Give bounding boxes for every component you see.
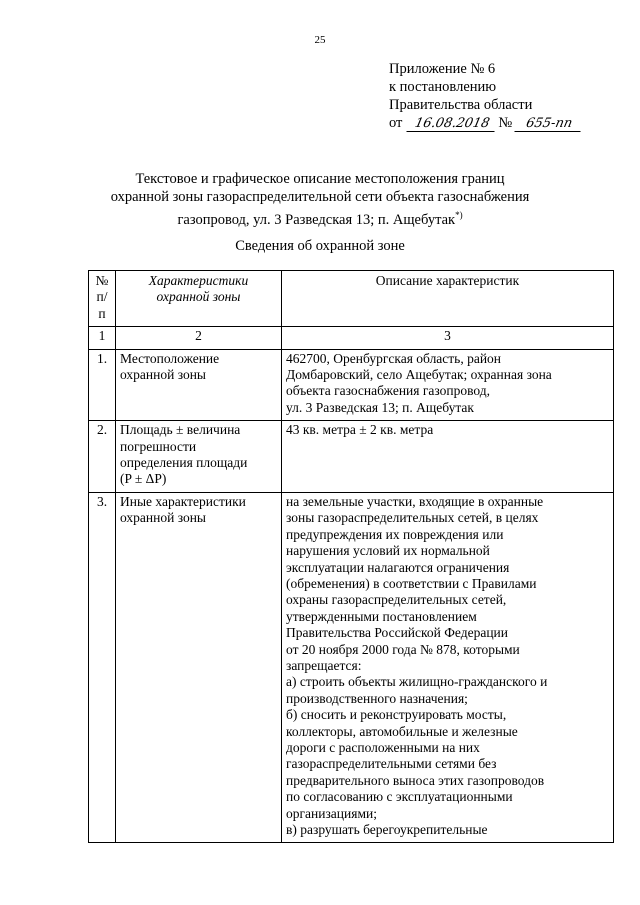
- header-num: [89, 271, 116, 327]
- row-2-characteristic: [116, 421, 282, 493]
- page-number: 25: [314, 34, 326, 46]
- document-title: [60, 170, 580, 229]
- row-3-desc-line: организациями;: [286, 805, 377, 821]
- row-2-char-line: определения площади: [120, 455, 248, 471]
- table-row-2: [89, 421, 614, 493]
- row-3-desc-line: предупреждения их повреждения или: [286, 526, 504, 542]
- row-3-desc-line: а) строить объекты жилищно-гражданского и: [286, 674, 548, 690]
- row-1-characteristic: [116, 349, 282, 421]
- row-3-desc-line: по согласованию с эксплуатационными: [286, 789, 513, 805]
- header-description: Описание характеристик: [282, 271, 614, 327]
- header-char-line-2: охранной зоны: [156, 289, 241, 305]
- row-1-char-line: охранной зоны: [120, 367, 207, 383]
- row-3-desc-line: дороги с расположенными на них: [286, 739, 480, 755]
- table-row-1: [89, 349, 614, 421]
- appendix-line-3: Правительства области: [389, 97, 533, 113]
- table-row-3: [89, 492, 614, 843]
- appendix-line-1: Приложение № 6: [389, 61, 496, 77]
- title-line-3-text: газопровод, ул. 3 Разведская 13; п. Ащебутак: [177, 212, 456, 228]
- row-3-characteristic: [116, 492, 282, 843]
- column-number-3: 3: [282, 327, 614, 349]
- row-3-char-line: Иные характеристики: [120, 493, 246, 509]
- row-3-num: 3.: [89, 492, 116, 843]
- handwritten-number: 655-пп: [515, 117, 584, 132]
- title-line-2: охранной зоны газораспределительной сети объекта газоснабжения: [110, 189, 530, 205]
- row-3-desc-line: в) разрушать берегоукрепительные: [286, 822, 488, 837]
- protection-zone-table: [88, 270, 614, 843]
- row-3-char-line: охранной зоны: [120, 510, 207, 526]
- row-3-desc-line: эксплуатации налагаются ограничения: [286, 559, 510, 575]
- row-3-desc-line: предварительного выноса этих газопроводов: [286, 772, 545, 788]
- row-3-desc-line: производственного назначения;: [286, 690, 468, 706]
- row-3-desc-line: запрещается:: [286, 657, 362, 673]
- row-3-desc-line: охраны газораспределительных сетей,: [286, 592, 507, 608]
- row-1-desc-line: ул. 3 Разведская 13; п. Ащебутак: [286, 399, 474, 415]
- row-2-desc-line: 43 кв. метра ± 2 кв. метра: [286, 422, 434, 438]
- handwritten-date: 16.08.2018: [407, 117, 498, 132]
- footnote-mark: *): [455, 210, 463, 220]
- row-1-char-line: Местоположение: [120, 350, 220, 366]
- row-3-desc-line: (обременения) в соответствии с Правилами: [286, 575, 537, 591]
- row-3-desc-line: зоны газораспределительных сетей, в целях: [286, 510, 539, 526]
- appendix-date-prefix: от: [389, 115, 403, 131]
- row-2-char-line: Площадь ± величина: [120, 422, 241, 438]
- header-char-line-1: Характеристики: [148, 273, 249, 288]
- row-3-desc-line: Правительства Российской Федерации: [286, 625, 508, 641]
- row-3-desc-line: нарушения условий их нормальной: [286, 543, 490, 559]
- column-number-1: 1: [89, 327, 116, 349]
- appendix-date-line: [389, 114, 582, 132]
- row-1-desc-line: объекта газоснабжения газопровод,: [286, 383, 490, 399]
- appendix-block: [389, 60, 582, 132]
- row-3-desc-line: б) сносить и реконструировать мосты,: [286, 707, 507, 723]
- row-3-desc-line: газораспределительными сетями без: [286, 756, 497, 772]
- row-2-char-line: погрешности: [120, 438, 197, 454]
- row-1-desc-line: 462700, Оренбургская область, район: [286, 350, 502, 366]
- title-line-3: [60, 206, 580, 229]
- row-2-char-line: (P ± ΔP): [120, 471, 167, 487]
- row-1-num: 1.: [89, 349, 116, 421]
- title-line-1: Текстовое и графическое описание местоположения границ: [135, 171, 505, 187]
- row-3-desc-line: коллекторы, автомобильные и железные: [286, 723, 518, 739]
- header-num-line-1: №: [95, 273, 109, 288]
- row-1-desc-line: Домбаровский, село Ащебутак; охранная зона: [286, 367, 552, 383]
- row-2-description: [282, 421, 614, 493]
- header-num-line-2: п/п: [96, 289, 108, 321]
- row-3-desc-line: на земельные участки, входящие в охранные: [286, 493, 544, 509]
- table-header-row: [89, 271, 614, 327]
- row-2-num: 2.: [89, 421, 116, 493]
- column-number-row: [89, 327, 614, 349]
- section-heading: Сведения об охранной зоне: [235, 238, 405, 254]
- row-3-desc-line: от 20 ноября 2000 года № 878, которыми: [286, 641, 520, 657]
- column-number-2: 2: [116, 327, 282, 349]
- row-3-desc-line: утвержденными постановлением: [286, 608, 477, 624]
- appendix-number-sign: №: [498, 115, 513, 131]
- appendix-line-2: к постановлению: [389, 79, 497, 95]
- row-3-description: [282, 492, 614, 843]
- header-characteristics: [116, 271, 282, 327]
- row-1-description: [282, 349, 614, 421]
